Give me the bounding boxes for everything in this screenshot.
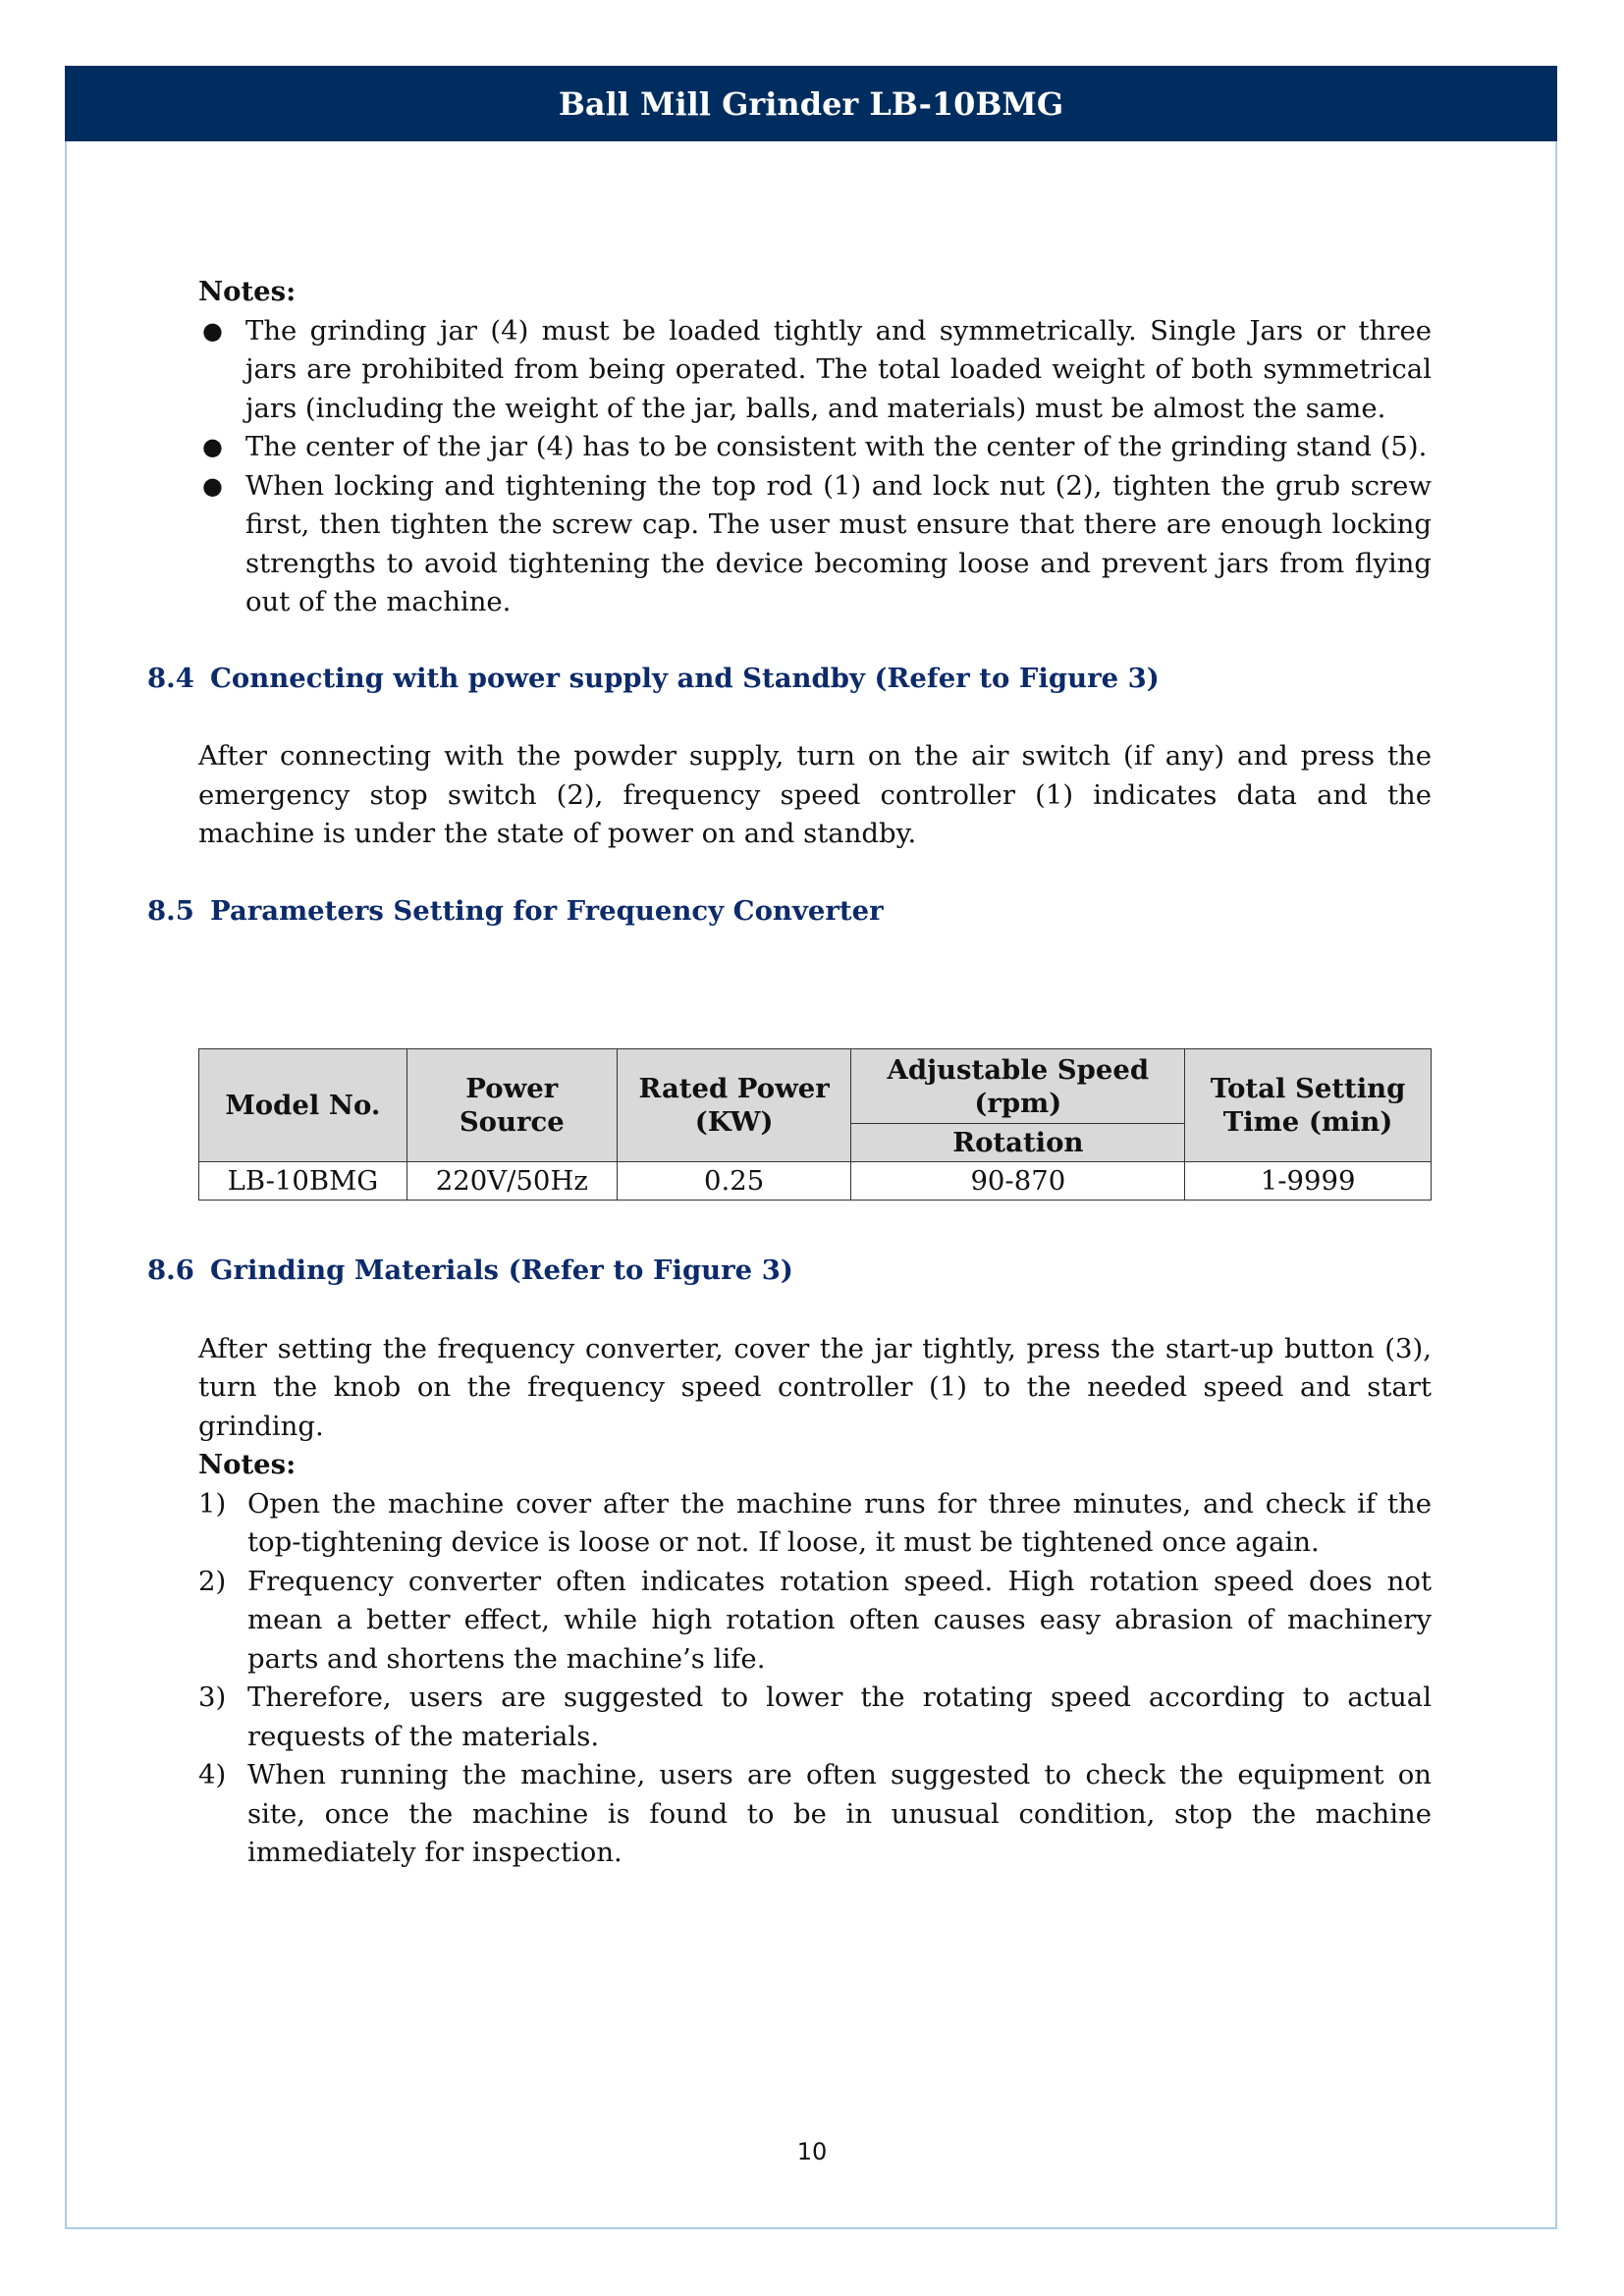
- cell-rotation: 90-870: [851, 1162, 1185, 1201]
- section-heading-8-4: 8.4 Connecting with power supply and Standby (Refer to Figure 3): [147, 662, 1160, 694]
- page-number: 10: [796, 2138, 828, 2165]
- notes-label: Notes:: [198, 1449, 297, 1480]
- document-title: Ball Mill Grinder LB-10BMG: [558, 84, 1064, 123]
- bullet-item: ● When locking and tightening the top rod (1) and lock nut (2), tighten the grub screw first, then tighten the screw cap. The user must ensure that there are enough locking strengths to avoid tightening the device becoming loose and prevent jars from flying out of the machine.: [198, 467, 1432, 622]
- grinding-notes-list: [198, 1485, 1432, 1873]
- notes-label: Notes:: [198, 276, 297, 307]
- notes-bullet-list: [198, 312, 1432, 622]
- list-item: 4) When running the machine, users are often suggested to check the equipment on site, once the machine is found to be in unusual condition, stop the machine immediately for inspection.: [198, 1759, 1432, 1868]
- cell-power-source: 220V/50Hz: [406, 1162, 617, 1201]
- bullet-icon: ●: [202, 433, 223, 460]
- header-power-source: Power Source: [406, 1049, 617, 1162]
- header-model: Model No.: [199, 1049, 407, 1162]
- document-header: [65, 66, 1557, 141]
- section-heading-8-6: 8.6 Grinding Materials (Refer to Figure 3): [147, 1255, 793, 1286]
- page-content: [147, 273, 1432, 931]
- section-8-6-body: After setting the frequency converter, cover the jar tightly, press the start-up button (3), turn the knob on the frequency speed controller (1) to the needed speed and start grinding.: [198, 1332, 1432, 1442]
- bullet-item: ● The center of the jar (4) has to be consistent with the center of the grinding stand (5).: [198, 428, 1432, 467]
- bullet-icon: ●: [202, 316, 223, 345]
- list-item: 2) Frequency converter often indicates rotation speed. High rotation speed does not mean a better effect, while high rotation often causes easy abrasion of machinery parts and shortens the machine’s life.: [198, 1565, 1432, 1675]
- header-adjustable-speed: Adjustable Speed (rpm): [851, 1049, 1185, 1124]
- header-total-setting-time: Total Setting Time (min): [1185, 1049, 1432, 1162]
- list-item: 1) Open the machine cover after the machine runs for three minutes, and check if the top-tightening device is loose or not. If loose, it must be tightened once again.: [198, 1487, 1432, 1558]
- header-rotation: Rotation: [851, 1124, 1185, 1162]
- bullet-icon: ●: [202, 471, 223, 500]
- section-8-4-body: After connecting with the powder supply, turn on the air switch (if any) and press the emergency stop switch (2), frequency speed controller (1) indicates data and the machine is under the state of power on and standby.: [198, 740, 1432, 849]
- bullet-item: ● The grinding jar (4) must be loaded tightly and symmetrically. Single Jars or three jars are prohibited from being operated. The total loaded weight of both symmetrical jars (including the weight of the jar, balls, and materials) must be almost the same.: [198, 312, 1432, 429]
- cell-rated-power: 0.25: [617, 1162, 851, 1201]
- section-heading-8-5: 8.5 Parameters Setting for Frequency Converter: [147, 894, 884, 927]
- parameters-table: [198, 1048, 1432, 1201]
- list-item: 3) Therefore, users are suggested to lower the rotating speed according to actual requests of the materials.: [198, 1682, 1432, 1752]
- cell-model: LB-10BMG: [199, 1162, 407, 1201]
- page-content-lower: [147, 1252, 1432, 1873]
- header-rated-power: Rated Power (KW): [617, 1049, 851, 1162]
- cell-total-setting-time: 1-9999: [1185, 1162, 1432, 1201]
- table-row: [199, 1162, 1432, 1201]
